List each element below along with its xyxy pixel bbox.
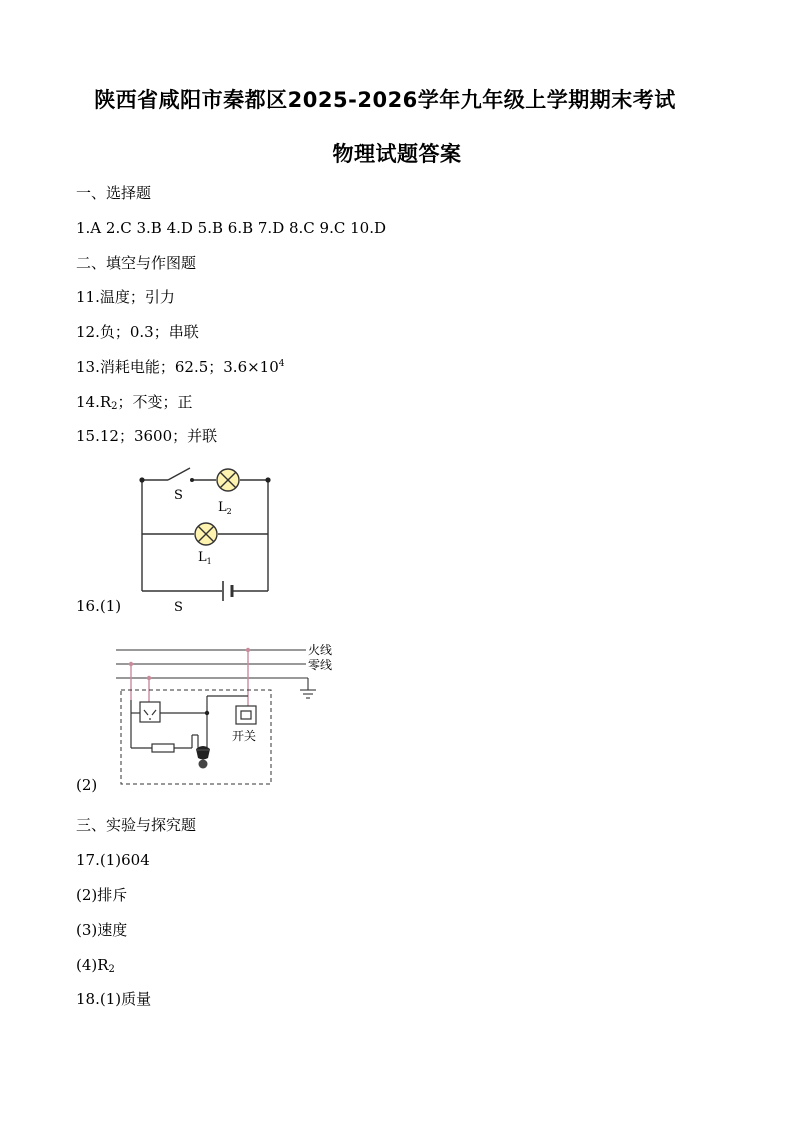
lamp-l2-label: $L_2$ bbox=[218, 500, 232, 516]
lamp-l1-label: $L_1$ bbox=[198, 550, 212, 566]
answer-q16-part1-label: 16.(1) bbox=[76, 597, 122, 615]
switch-lever bbox=[168, 468, 190, 480]
answer-q14-prefix: 14.R bbox=[76, 393, 112, 411]
circuit-diagram-parallel bbox=[130, 460, 280, 615]
answer-q11: 11.温度；引力 bbox=[76, 288, 175, 306]
answer-q17-part4-subscript: 2 bbox=[108, 964, 115, 975]
answer-q16-part2-label: (2) bbox=[76, 776, 98, 794]
wall-switch-icon bbox=[236, 706, 256, 724]
neutral-wire-label: 零线 bbox=[308, 658, 333, 672]
household-wiring-diagram bbox=[110, 640, 340, 790]
section-heading-choice: 一、选择题 bbox=[76, 184, 152, 202]
answer-q18-part1: 18.(1)质量 bbox=[76, 990, 152, 1008]
switch-label: S bbox=[174, 488, 183, 503]
document-subtitle: 物理试题答案 bbox=[332, 142, 462, 166]
bulb-icon bbox=[196, 746, 210, 769]
answer-q12: 12.负；0.3；串联 bbox=[76, 323, 199, 341]
answer-q14-suffix: ；不变；正 bbox=[117, 393, 193, 411]
lamp-l2-icon bbox=[217, 469, 239, 491]
answer-q17-part3: (3)速度 bbox=[76, 921, 128, 939]
lamp-l1-icon bbox=[195, 523, 217, 545]
switch-caption: 开关 bbox=[232, 729, 257, 743]
live-wire-label: 火线 bbox=[308, 643, 333, 657]
answer-q17-part4-prefix: (4)R bbox=[76, 956, 109, 974]
resistor-icon bbox=[152, 744, 174, 752]
answer-multiple-choice: 1.A 2.C 3.B 4.D 5.B 6.B 7.D 8.C 9.C 10.D bbox=[76, 219, 386, 237]
answer-q17-part4 bbox=[76, 955, 115, 975]
answer-q13-text: 13.消耗电能；62.5；3.6×10 bbox=[76, 358, 279, 376]
answer-q14 bbox=[76, 392, 193, 412]
battery-switch-label: S bbox=[174, 600, 183, 615]
answer-q15: 15.12；3600；并联 bbox=[76, 427, 218, 445]
answer-q17-part1: 17.(1)604 bbox=[76, 851, 150, 869]
document-title: 陕西省咸阳市秦都区2025-2026学年九年级上学期期末考试 bbox=[94, 88, 676, 112]
answer-q17-part2: (2)排斥 bbox=[76, 886, 128, 904]
section-heading-experiment: 三、实验与探究题 bbox=[76, 816, 197, 834]
answer-q13-exponent: 4 bbox=[278, 359, 285, 369]
answer-q14-subscript: 2 bbox=[111, 401, 118, 412]
section-heading-fill: 二、填空与作图题 bbox=[76, 254, 197, 272]
answer-q13 bbox=[76, 357, 285, 377]
